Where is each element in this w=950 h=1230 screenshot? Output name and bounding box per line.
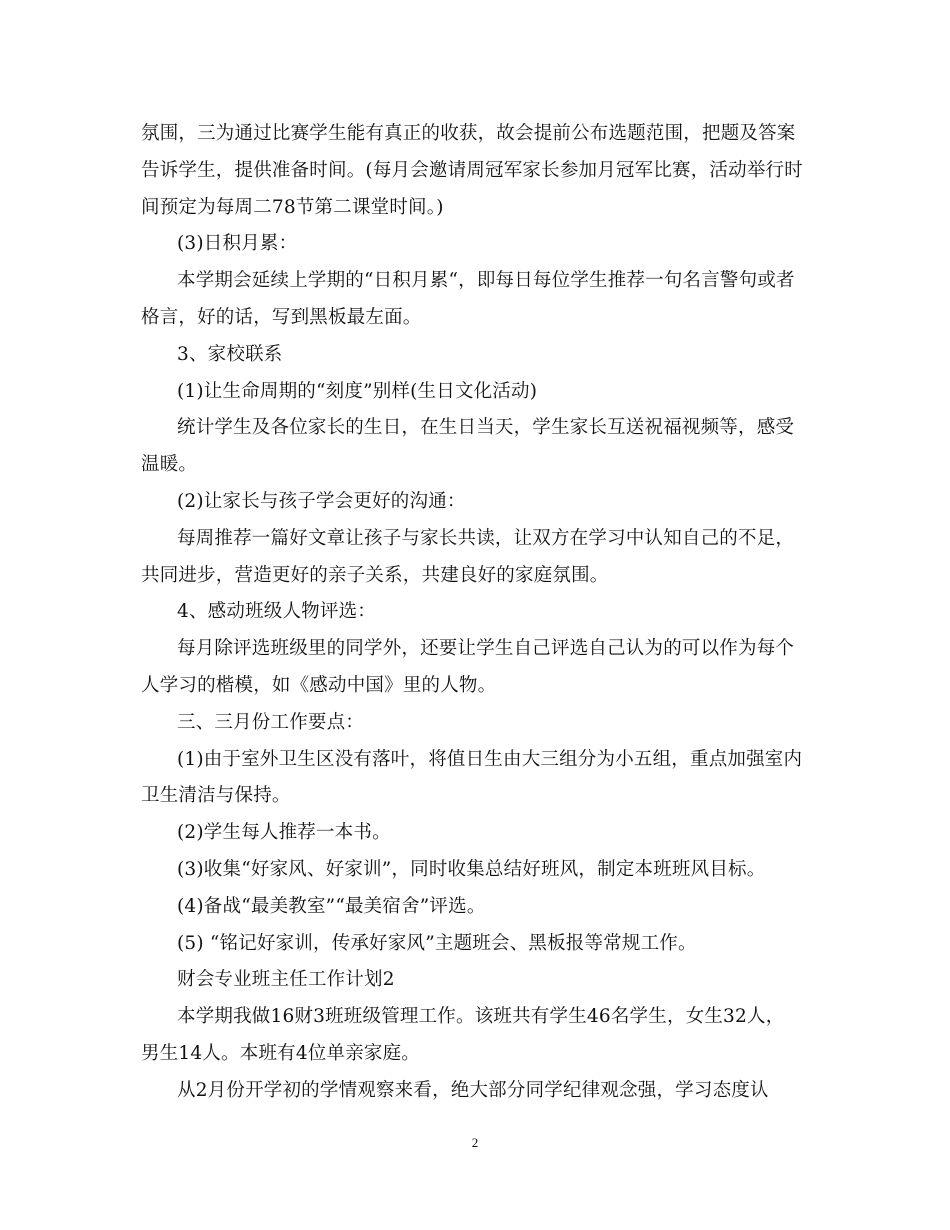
page-number: 2	[471, 1135, 479, 1150]
text-line: 统计学生及各位家长的生日，在生日当天，学生家长互送祝福视频等，感受	[177, 417, 795, 439]
text-line: (2)学生每人推荐一本书。	[177, 822, 391, 844]
text-line: 每月除评选班级里的同学外，还要让学生自己评选自己认为的可以作为每个	[177, 638, 795, 660]
text-line: 格言，好的话，写到黑板最左面。	[141, 306, 422, 328]
text-line: 告诉学生，提供准备时间。(每月会邀请周冠军家长参加月冠军比赛，活动举行时	[141, 159, 803, 181]
text-line: 氛围，三为通过比赛学生能有真正的收获，故会提前公布选题范围，把题及答案	[141, 123, 796, 144]
text-line: 温暖。	[141, 454, 198, 476]
text-line: 本学期会延续上学期的“日积月累“，即每日每位学生推荐一句名言警句或者	[177, 270, 795, 292]
text-line: 4、感动班级人物评选：	[177, 601, 376, 623]
document-body	[141, 116, 821, 1110]
text-line: (3)日积月累：	[177, 233, 298, 255]
text-line: 财会专业班主任工作计划2	[177, 969, 395, 991]
text-line: (4)备战“最美教室”“最美宿舍”评选。	[177, 895, 486, 917]
text-line: (5) “铭记好家训，传承好家风”主题班会、黑板报等常规工作。	[177, 932, 697, 954]
text-line: (1)让生命周期的“刻度”别样(生日文化活动)	[177, 380, 538, 402]
text-line: (3)收集“好家风、好家训”，同时收集总结好班风，制定本班班风目标。	[177, 858, 766, 880]
text-line: 共同进步，营造更好的亲子关系，共建良好的家庭氛围。	[141, 564, 609, 586]
text-line: 3、家校联系	[177, 343, 283, 365]
text-line: 卫生清洁与保持。	[141, 785, 291, 807]
text-line: (1)由于室外卫生区没有落叶，将值日生由大三组分为小五组，重点加强室内	[177, 748, 803, 770]
text-line: 人学习的楷模，如《感动中国》里的人物。	[141, 674, 497, 696]
text-line: (2)让家长与孩子学会更好的沟通：	[177, 490, 466, 512]
text-line: 每周推荐一篇好文章让孩子与家长共读，让双方在学习中认知自己的不足，	[177, 527, 795, 549]
text-line: 间预定为每周二78节第二课堂时间。)	[141, 196, 444, 218]
text-line: 从2月份开学初的学情观察来看，绝大部分同学纪律观念强，学习态度认	[177, 1079, 769, 1101]
text-line: 三、三月份工作要点：	[177, 711, 365, 733]
text-line: 本学期我做16财3班班级管理工作。该班共有学生46名学生，女生32人，	[177, 1006, 785, 1028]
text-line: 男生14人。本班有4位单亲家庭。	[141, 1042, 421, 1064]
